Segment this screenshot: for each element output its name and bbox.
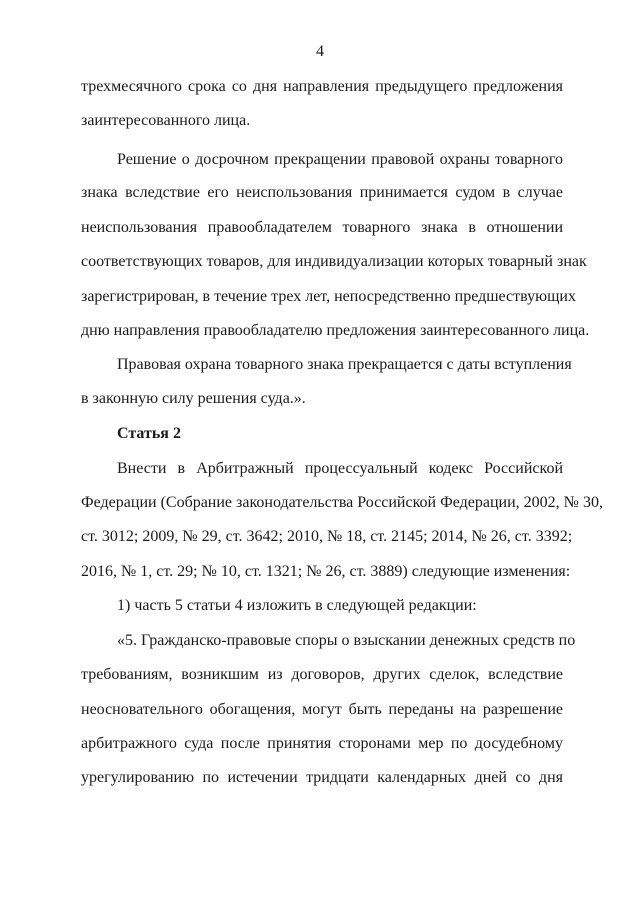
paragraph-line: арбитражного суда после принятия сторонами мер по досудебному [81, 735, 563, 752]
paragraph-line: «5. Гражданско-правовые споры о взыскании денежных средств по [117, 632, 576, 649]
article-heading: Статья 2 [117, 425, 181, 442]
paragraph-line: ст. 3012; 2009, № 29, ст. 3642; 2010, № 18, ст. 2145; 2014, № 26, ст. 3392; [81, 528, 573, 545]
paragraph-line: дню направления правообладателю предложения заинтересованного лица. [81, 322, 590, 339]
paragraph-line: 1) часть 5 статьи 4 изложить в следующей редакции: [117, 597, 477, 614]
paragraph-line: заинтересованного лица. [81, 112, 251, 129]
paragraph-line: неосновательного обогащения, могут быть переданы на разрешение [81, 701, 563, 718]
paragraph-line: требованиям, возникшим из договоров, других сделок, вследствие [81, 666, 563, 683]
paragraph-line: урегулированию по истечении тридцати календарных дней со дня [81, 769, 563, 786]
paragraph-line: Решение о досрочном прекращении правовой охраны товарного [117, 151, 563, 168]
paragraph-line: 2016, № 1, ст. 29; № 10, ст. 1321; № 26, ст. 3889) следующие изменения: [81, 563, 571, 580]
paragraph-line: в законную силу решения суда.». [81, 390, 306, 407]
page-number: 4 [316, 43, 324, 60]
paragraph-line: Федерации (Собрание законодательства Российской Федерации, 2002, № 30, [81, 494, 603, 511]
paragraph-line: трехмесячного срока со дня направления предыдущего предложения [81, 78, 563, 95]
paragraph-line: знака вследствие его неиспользования принимается судом в случае [81, 184, 563, 201]
paragraph-line: зарегистрирован, в течение трех лет, непосредственно предшествующих [81, 288, 576, 305]
paragraph-line: соответствующих товаров, для индивидуализации которых товарный знак [81, 253, 587, 270]
paragraph-line: неиспользования правообладателем товарного знака в отношении [81, 219, 563, 236]
paragraph-line: Правовая охрана товарного знака прекращается с даты вступления [117, 356, 572, 373]
paragraph-line: Внести в Арбитражный процессуальный кодекс Российской [117, 460, 563, 477]
